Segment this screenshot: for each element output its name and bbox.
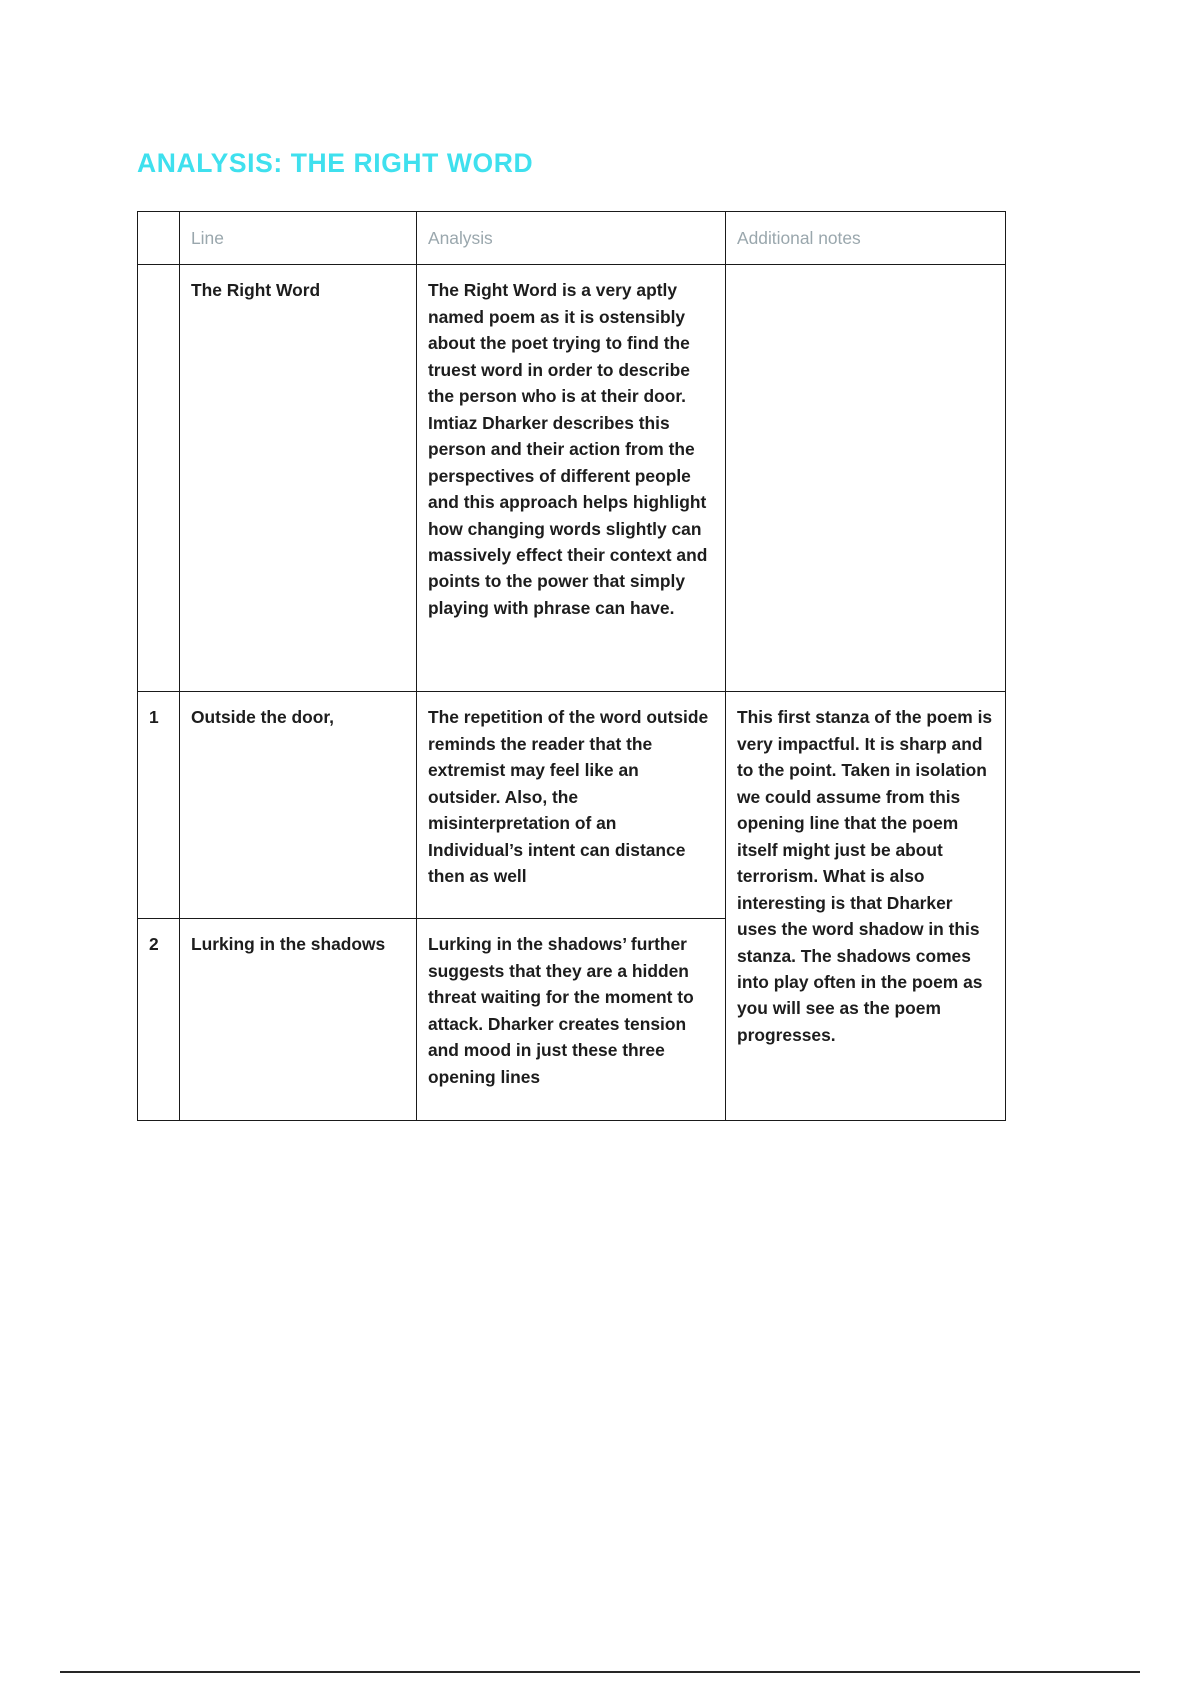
line-text: Outside the door, <box>191 707 334 728</box>
column-header-analysis: Analysis <box>417 212 726 265</box>
cell-notes-text <box>726 265 1006 692</box>
line-text: Lurking in the shadows <box>191 934 386 955</box>
page-title: ANALYSIS: THE RIGHT WORD <box>137 147 534 178</box>
cell-line-number <box>138 265 180 692</box>
table-header-row <box>138 212 1006 265</box>
analysis-text: The repetition of the word outside reminds the reader that the extremist may feel like an outsider. Also, the misinterpretation of an Individual’s intent can distance then as well <box>428 707 714 887</box>
notes-text: This first stanza of the poem is very impactful. It is sharp and to the point. Taken in isolation we could assume from this opening line that the poem itself might just be about terrorism. What is also interesting is that Dharker uses the word shadow in this stanza. The shadows comes into play often in the poem as you will see as the poem progresses. <box>737 707 997 1045</box>
column-header-notes: Additional notes <box>726 212 1006 265</box>
cell-analysis-text <box>417 692 726 919</box>
cell-line-text <box>180 692 417 919</box>
cell-line-text <box>180 265 417 692</box>
cell-notes-text <box>726 692 1006 1121</box>
table-row <box>138 692 1006 919</box>
column-header-number <box>138 212 180 265</box>
cell-analysis-text <box>417 919 726 1121</box>
column-header-line: Line <box>180 212 417 265</box>
cell-line-number: 2 <box>138 919 180 1121</box>
analysis-text: The Right Word is a very aptly named poem as it is ostensibly about the poet trying to find the truest word in order to describe the person who is at their door. Imtiaz Dharker describes this person and their action from the perspectives of different people and this approach helps highlight how changing words slightly can massively effect their context and points to the power that simply playing with phrase can have. <box>428 280 713 618</box>
analysis-table <box>137 211 1006 1121</box>
footer-divider <box>60 1671 1140 1673</box>
table-body <box>138 265 1006 1121</box>
cell-line-number: 1 <box>138 692 180 919</box>
analysis-table-container <box>137 211 1005 1121</box>
analysis-text: Lurking in the shadows’ further suggests that they are a hidden threat waiting for the moment to attack. Dharker creates tension and mood in just these three opening lines <box>428 934 699 1087</box>
line-text: The Right Word <box>191 280 321 301</box>
cell-line-text <box>180 919 417 1121</box>
table-header <box>138 212 1006 265</box>
cell-analysis-text <box>417 265 726 692</box>
table-row <box>138 265 1006 692</box>
